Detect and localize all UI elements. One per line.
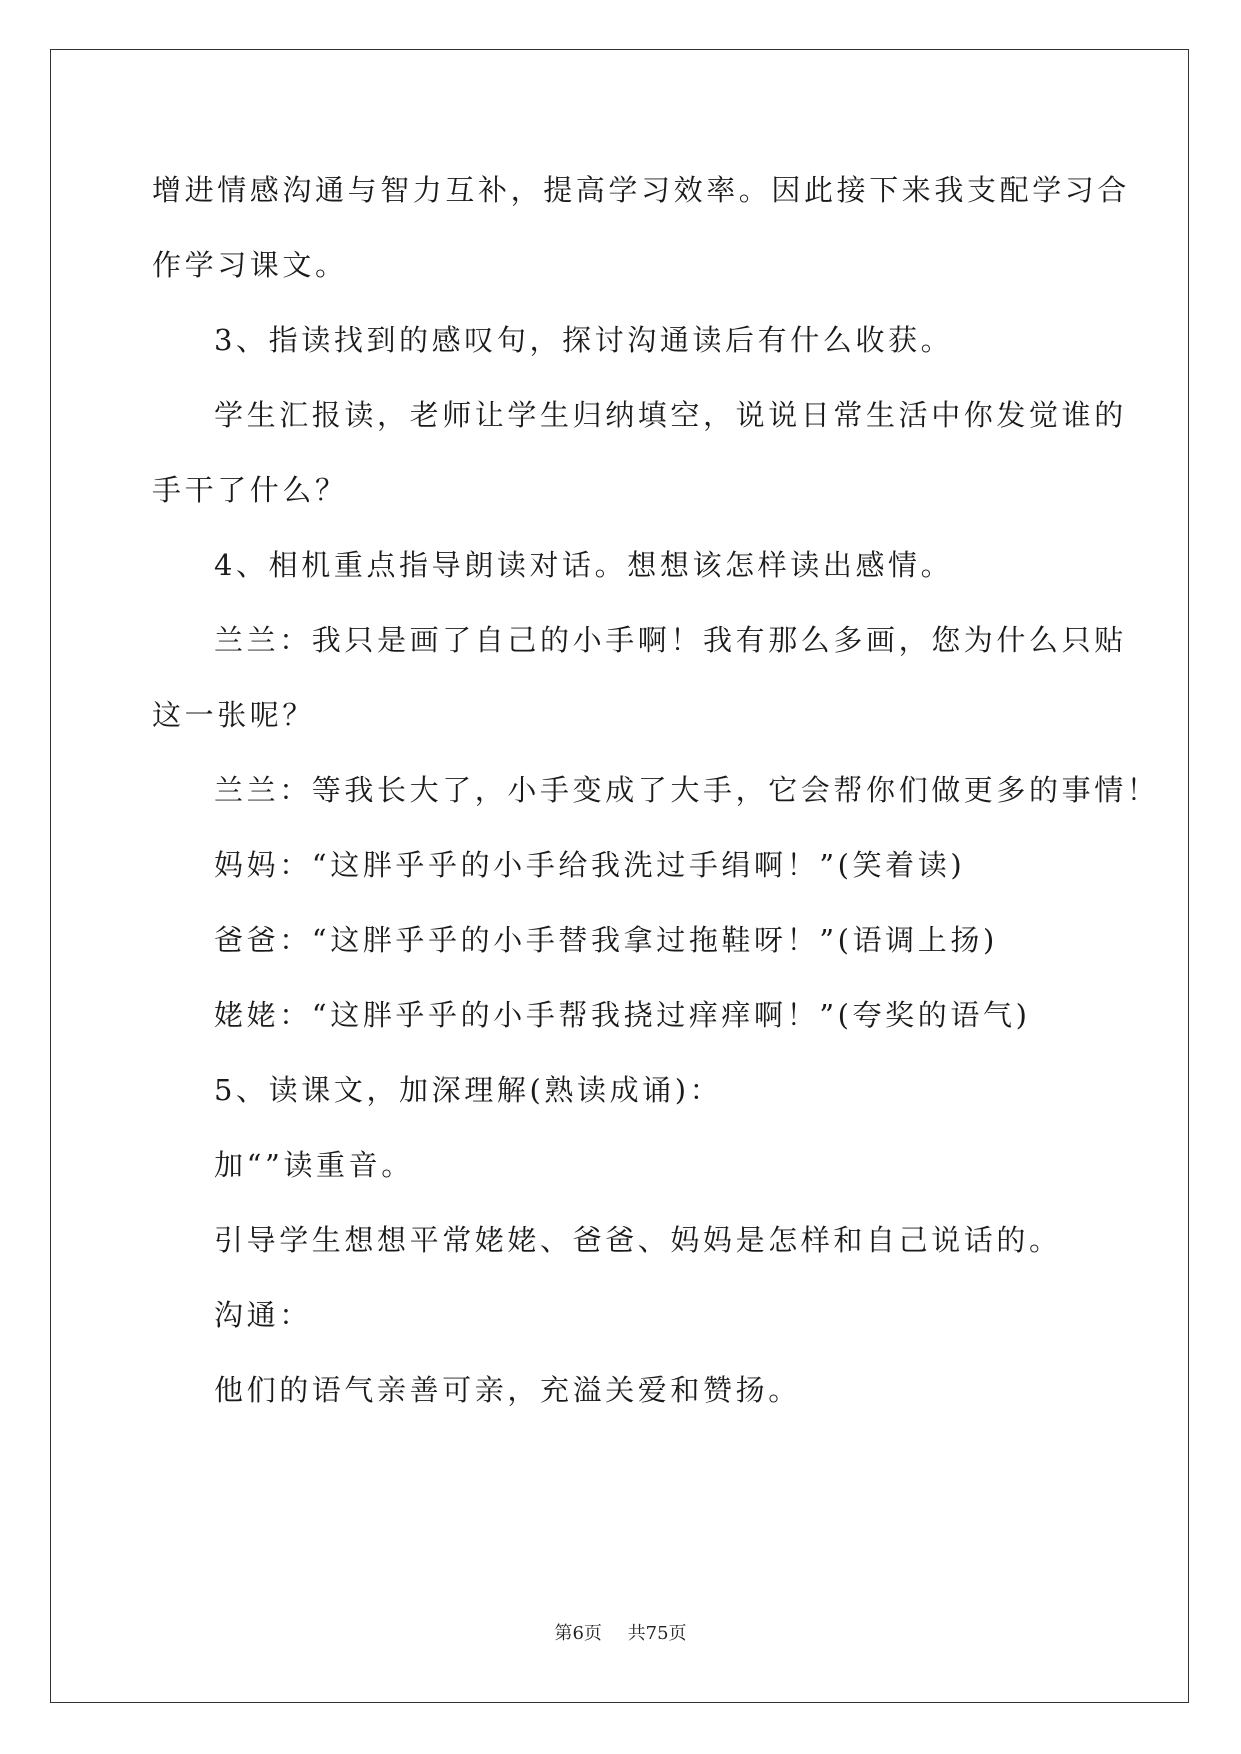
paragraph-line: 引导学生想想平常姥姥、爸爸、妈妈是怎样和自己说话的。 (214, 1223, 1062, 1257)
paragraph-line: 增进情感沟通与智力互补，提高学习效率。因此接下来我支配学习合 (152, 173, 1131, 207)
paragraph-line: 作学习课文。 (152, 248, 348, 282)
paragraph-line: 兰兰：我只是画了自己的小手啊！我有那么多画，您为什么只贴 (214, 623, 1127, 657)
paragraph-line: 学生汇报读，老师让学生归纳填空，说说日常生活中你发觉谁的 (214, 398, 1127, 432)
paragraph-line: 4、相机重点指导朗读对话。想想该怎样读出感情。 (214, 548, 954, 582)
paragraph-line: 5、读课文，加深理解(熟读成诵)： (214, 1073, 723, 1107)
page-total: 共75页 (627, 1623, 687, 1644)
paragraph-line: 加“”读重音。 (214, 1148, 414, 1182)
paragraph-line: 这一张呢？ (152, 698, 316, 732)
paragraph-line: 姥姥：“这胖乎乎的小手帮我挠过痒痒啊！”(夸奖的语气) (214, 998, 1031, 1032)
paragraph-line: 爸爸：“这胖乎乎的小手替我拿过拖鞋呀！”(语调上扬) (214, 923, 998, 957)
paragraph-line: 兰兰：等我长大了，小手变成了大手，它会帮你们做更多的事情！ (214, 773, 1160, 807)
page-footer (0, 1622, 1241, 1646)
paragraph-line: 他们的语气亲善可亲，充溢关爱和赞扬。 (214, 1373, 801, 1407)
paragraph-line: 手干了什么？ (152, 473, 348, 507)
paragraph-line: 3、指读找到的感叹句，探讨沟通读后有什么收获。 (214, 323, 954, 357)
paragraph-line: 沟通： (214, 1298, 312, 1332)
paragraph-line: 妈妈：“这胖乎乎的小手给我洗过手绢啊！”(笑着读) (214, 848, 966, 882)
page-number: 第6页 (554, 1623, 602, 1644)
